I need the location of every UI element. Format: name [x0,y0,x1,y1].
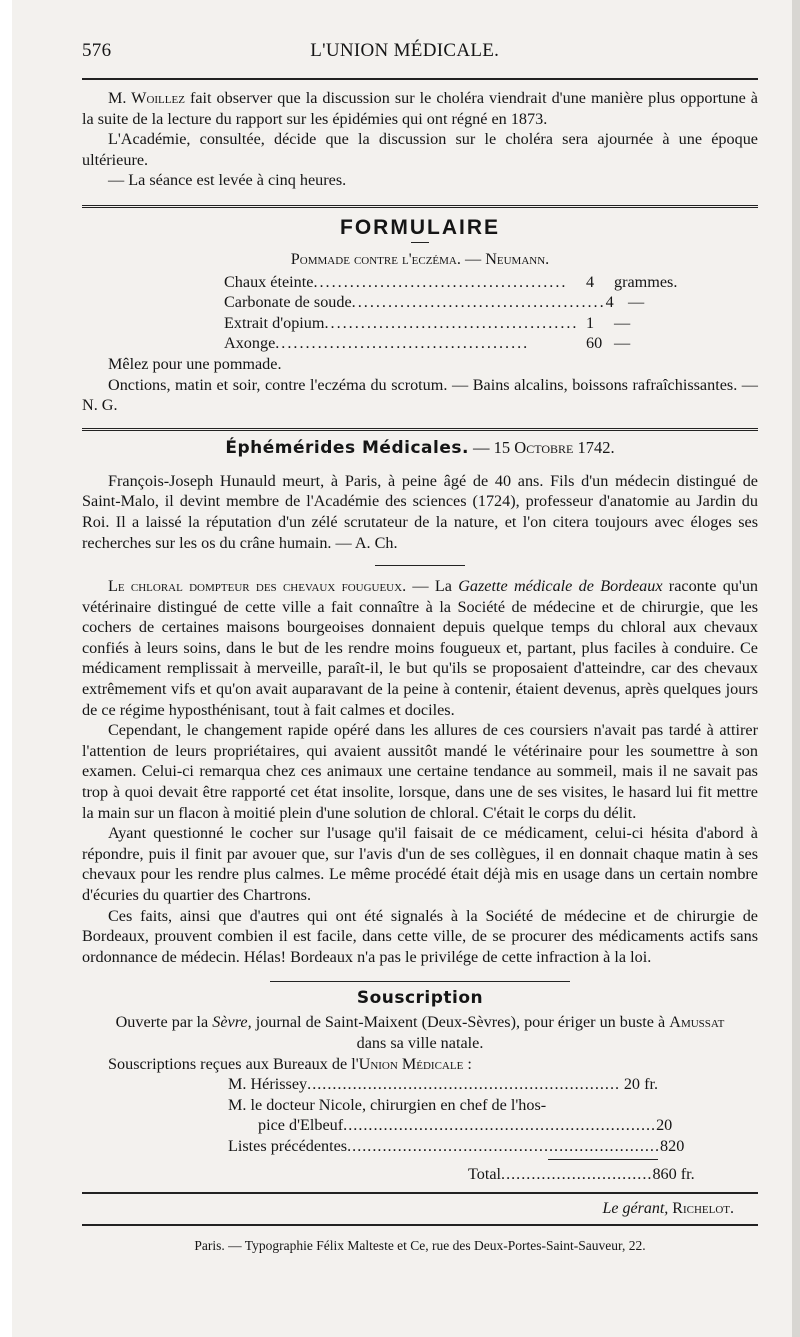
opening-section [82,88,758,191]
souscription-heading: Souscription [356,988,484,1009]
ephemerides-date: — 15 Octobre 1742. [473,437,615,457]
header-rule [82,78,758,80]
chloral-paragraph-4: Ces faits, ainsi que d'autres qui ont été signalés à la Société de médecine et de chirurgie de Bordeaux, prouvent combien il est facile, dans cette ville, de se procurer des médicaments actifs sans ordonnance de médecin. Hélas! Bordeaux n'a pas le privilége de cette infraction à la loi. [82,906,758,966]
recipe-usage: Onctions, matin et soir, contre l'eczéma du scrotum. — Bains alcalins, boissons rafraîchissantes. — N. G. [82,375,758,415]
ephemerides-text: François-Joseph Hunauld meurt, à Paris, à peine âgé de 40 ans. Fils d'un médecin distingué de Saint-Malo, il devint membre de l'Académie des sciences (1724), professeur d'anatomie au Jardin du Roi. Il a laissé la réputation d'un zélé scrutateur de la nature, et l'on citera toujours avec éloges ses recherches sur les os du crâne humain. — A. Ch. [82,471,758,552]
chloral-paragraph-1: Le chloral dompteur des chevaux fougueux. — La Gazette médicale de Bordeaux raconte qu'un vétérinaire distingué de cette ville a fait connaître à la Société de médecine et de chirurgie, que les cochers de certaines maisons bourgeoises donnaient depuis quelque temps du chloral aux chevaux confiés à leurs soins, dans le but de les rendre moins fougueux et, partant, plus faciles à conduire. Ce médicament remplissait à merveille, paraît-il, le but qu'ils se proposaient d'atteindre, car des chevaux extrêmement vifs et qu'on avait auparavant de la peine à contenir, étaient devenus, après quelques jours de ce régime hyposthénisant, tout à fait calmes et dociles. [82,577,759,719]
ingredient-row: Axonge .......................................... 60 — [224,334,631,353]
subscription-row: pice d'Elbeuf .............................................................. 20 [258,1116,673,1135]
ephemerides-section [82,437,758,553]
souscription-section [82,988,758,1184]
leader-dots: .......................................... [351,293,606,312]
leader-dots: .......................................... [275,334,530,353]
source-journal: Gazette médicale de Bordeaux [458,577,663,596]
footer-rule [82,1224,758,1226]
ingredient-row: Chaux éteinte .......................................... 4 grammes. [224,272,678,291]
souscription-intro: Ouverte par la Sèvre, journal de Saint-Maixent (Deux-Sèvres), pour ériger un buste à Amussat [115,1013,725,1032]
speaker-name: M. Woillez [108,89,185,107]
opening-paragraph-1: M. Woillez fait observer que la discussion sur le choléra viendrait d'une manière plus opportune à la suite de la lecture du rapport sur les épidémies qui ont régné en 1873. [82,89,758,128]
leader-dots: .............................................................. [343,1116,657,1135]
signature-title: Le gérant, [602,1200,669,1218]
recipe-instruction: Mêlez pour une pommade. [108,354,282,373]
section-divider [82,428,758,431]
total-rule [548,1159,658,1160]
chloral-title: Le chloral dompteur des chevaux fougueux. [108,577,407,596]
ingredient-list [82,272,758,354]
journal-title: L'UNION MÉDICALE. [310,40,500,61]
opening-paragraph-2: L'Académie, consultée, décide que la discussion sur le choléra sera ajournée à une époque ultérieure. [82,130,758,169]
honoree-name: Amussat [669,1013,725,1032]
leader-dots: .............................................................. [347,1136,661,1155]
title-dash [411,242,429,243]
printer-footer: Paris. — Typographie Félix Malteste et Ce, rue des Deux-Portes-Saint-Sauveur, 22. [194,1238,646,1254]
formulaire-section [82,216,758,416]
chloral-paragraph-3: Ayant questionné le cocher sur l'usage qu'il faisait de ce médicament, celui-ci hésita d'abord à répondre, puis il finit par avouer que, sur l'avis d'un de ses collègues, il en donnait chaque matin à ses chevaux pour les rendre plus calmes. Le même procédé était déjà mis en usage dans un certain nombre d'écuries du quartier des Chartrons. [82,824,758,904]
formulaire-title: FORMULAIRE [340,215,500,239]
leader-dots: .............................. [501,1164,653,1183]
souscription-received: Souscriptions reçues aux Bureaux de l'Union Médicale : [108,1054,472,1073]
ephemerides-title: Éphémérides Médicales. [225,437,469,458]
leader-dots: .......................................... [313,272,568,291]
subscription-row: M. le docteur Nicole, chirurgien en chef de l'hos- [228,1095,547,1114]
short-divider [270,981,570,982]
chloral-paragraph-2: Cependant, le changement rapide opéré dans les allures de ces coursiers n'avait pas tardé à attirer l'attention de leurs propriétaires, qui avaient aussitôt mandé le vétérinaire pour les soumettre à son examen. Celui-ci remarqua chez ces animaux une certaine tendance au sommeil, mais il ne savait pas trop à quoi devait être rapporté cet état insolite, lorsque, dans une de ses visites, le hasard lui fit mettre la main sur un flacon à moitié plein d'une solution de chloral. C'était le corps du délit. [82,721,758,822]
leader-dots: .............................................................. [307,1075,621,1094]
ingredient-row: Extrait d'opium .......................................... 1 — [224,313,631,332]
subscription-row: M. Hérissey .............................................................. 20 fr. [228,1075,658,1094]
subscription-total: Total .............................. 860 fr. [468,1164,695,1183]
souscription-intro-end: dans sa ville natale. [356,1033,484,1052]
recipe-title: Pommade contre l'eczéma. — Neumann. [290,249,550,268]
section-divider [82,205,758,208]
leader-dots: .......................................... [324,313,579,332]
subscription-list [82,1074,758,1184]
opening-paragraph-3: — La séance est levée à cinq heures. [108,171,347,190]
ephemerides-heading [82,437,758,459]
subscription-row: Listes précédentes .............................................................. 820 [228,1136,685,1155]
signature [82,1200,758,1218]
chloral-article [82,576,758,967]
ingredient-row: Carbonate de soude .......................................... 4 — [224,293,645,312]
signature-name: Richelot. [672,1200,734,1218]
short-divider [375,565,465,566]
page-number: 576 [82,40,112,61]
page-header [82,40,758,62]
signature-rule [82,1192,758,1194]
